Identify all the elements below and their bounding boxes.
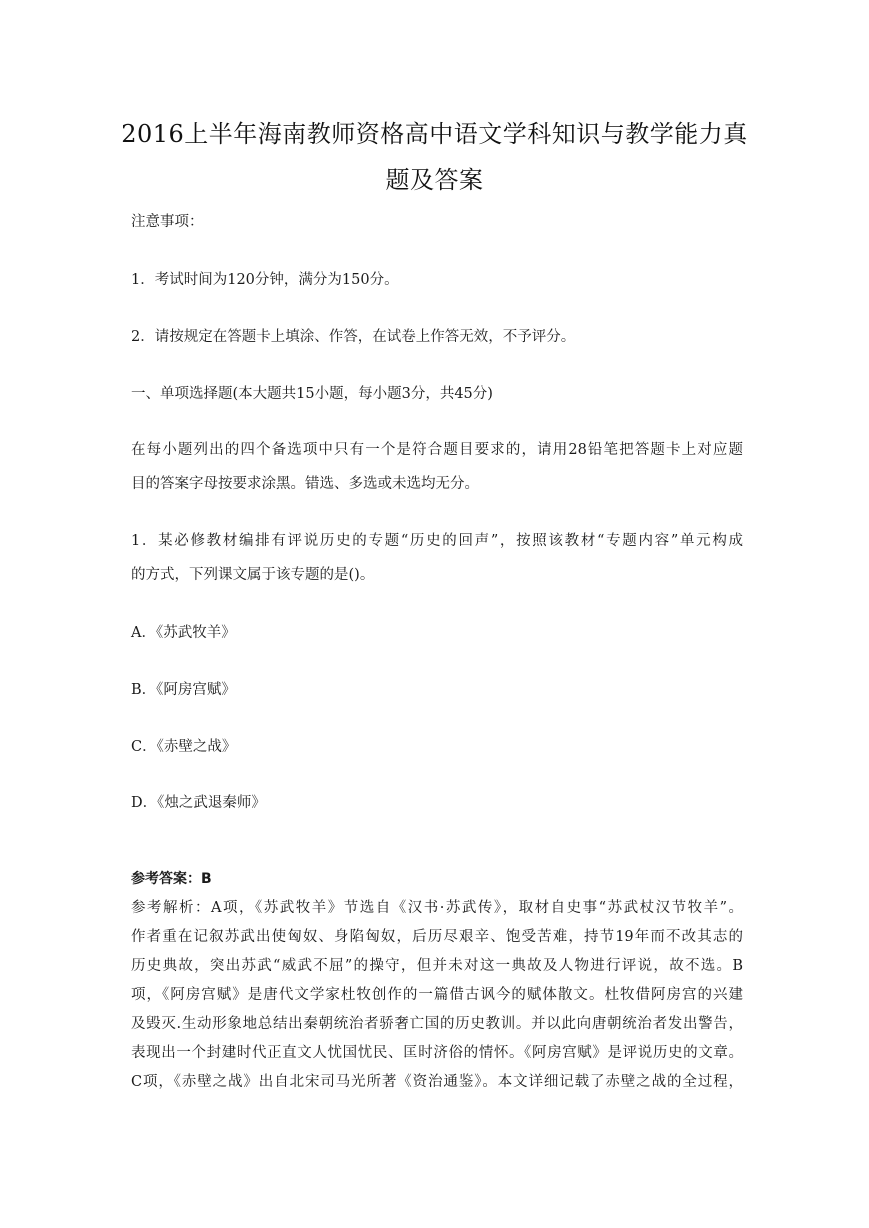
section-heading: 一、单项选择题(本大题共15小题，每小题3分，共45分) — [131, 386, 493, 402]
analysis-line-5: 及毁灭.生动形象地总结出秦朝统治者骄奢亡国的历史教训。并以此向唐朝统治者发出警告， — [131, 1016, 743, 1032]
document-title-line-2: 题及答案 — [385, 166, 484, 194]
answer-label: 参考答案：B — [131, 871, 212, 887]
instruction-line-1: 在每小题列出的四个备选项中只有一个是符合题目要求的，请用28铅笔把答题卡上对应题 — [131, 442, 743, 458]
analysis-line-3: 历史典故，突出苏武“威武不屈”的操守，但并未对这一典故及人物进行评说，故不选。B — [131, 958, 743, 974]
option-b: B．《阿房宫赋》 — [131, 682, 236, 698]
question-line-2: 的方式，下列课文属于该专题的是()。 — [131, 567, 375, 583]
notice-item-2: 2．请按规定在答题卡上填涂、作答，在试卷上作答无效，不予评分。 — [131, 329, 576, 345]
analysis-line-4: 项，《阿房宫赋》是唐代文学家杜牧创作的一篇借古讽今的赋体散文。杜牧借阿房宫的兴建 — [131, 987, 743, 1003]
document-title-line-1: 2016上半年海南教师资格高中语文学科知识与教学能力真 — [121, 120, 748, 148]
notice-item-1: 1．考试时间为120分钟，满分为150分。 — [131, 272, 399, 288]
option-a: A．《苏武牧羊》 — [131, 625, 236, 641]
question-line-1: 1．某必修教材编排有评说历史的专题“历史的回声”，按照该教材“专题内容”单元构成 — [131, 533, 743, 549]
analysis-line-7: C项，《赤壁之战》出自北宋司马光所著《资治通鉴》。本文详细记载了赤壁之战的全过程， — [131, 1074, 743, 1090]
instruction-line-2: 目的答案字母按要求涂黑。错选、多选或未选均无分。 — [131, 476, 479, 492]
analysis-line-1: 参考解析：A项，《苏武牧羊》节选自《汉书·苏武传》，取材自史事“苏武杖汉节牧羊”。 — [131, 900, 743, 916]
analysis-line-2: 作者重在记叙苏武出使匈奴、身陷匈奴，后历尽艰辛、饱受苦难，持节19年而不改其志的 — [131, 929, 743, 945]
option-d: D．《烛之武退秦师》 — [131, 795, 266, 811]
notice-heading: 注意事项： — [131, 214, 204, 230]
option-c: C．《赤壁之战》 — [131, 739, 237, 755]
analysis-line-6: 表现出一个封建时代正直文人忧国忧民、匡时济俗的情怀。《阿房宫赋》是评说历史的文章。 — [131, 1045, 743, 1061]
